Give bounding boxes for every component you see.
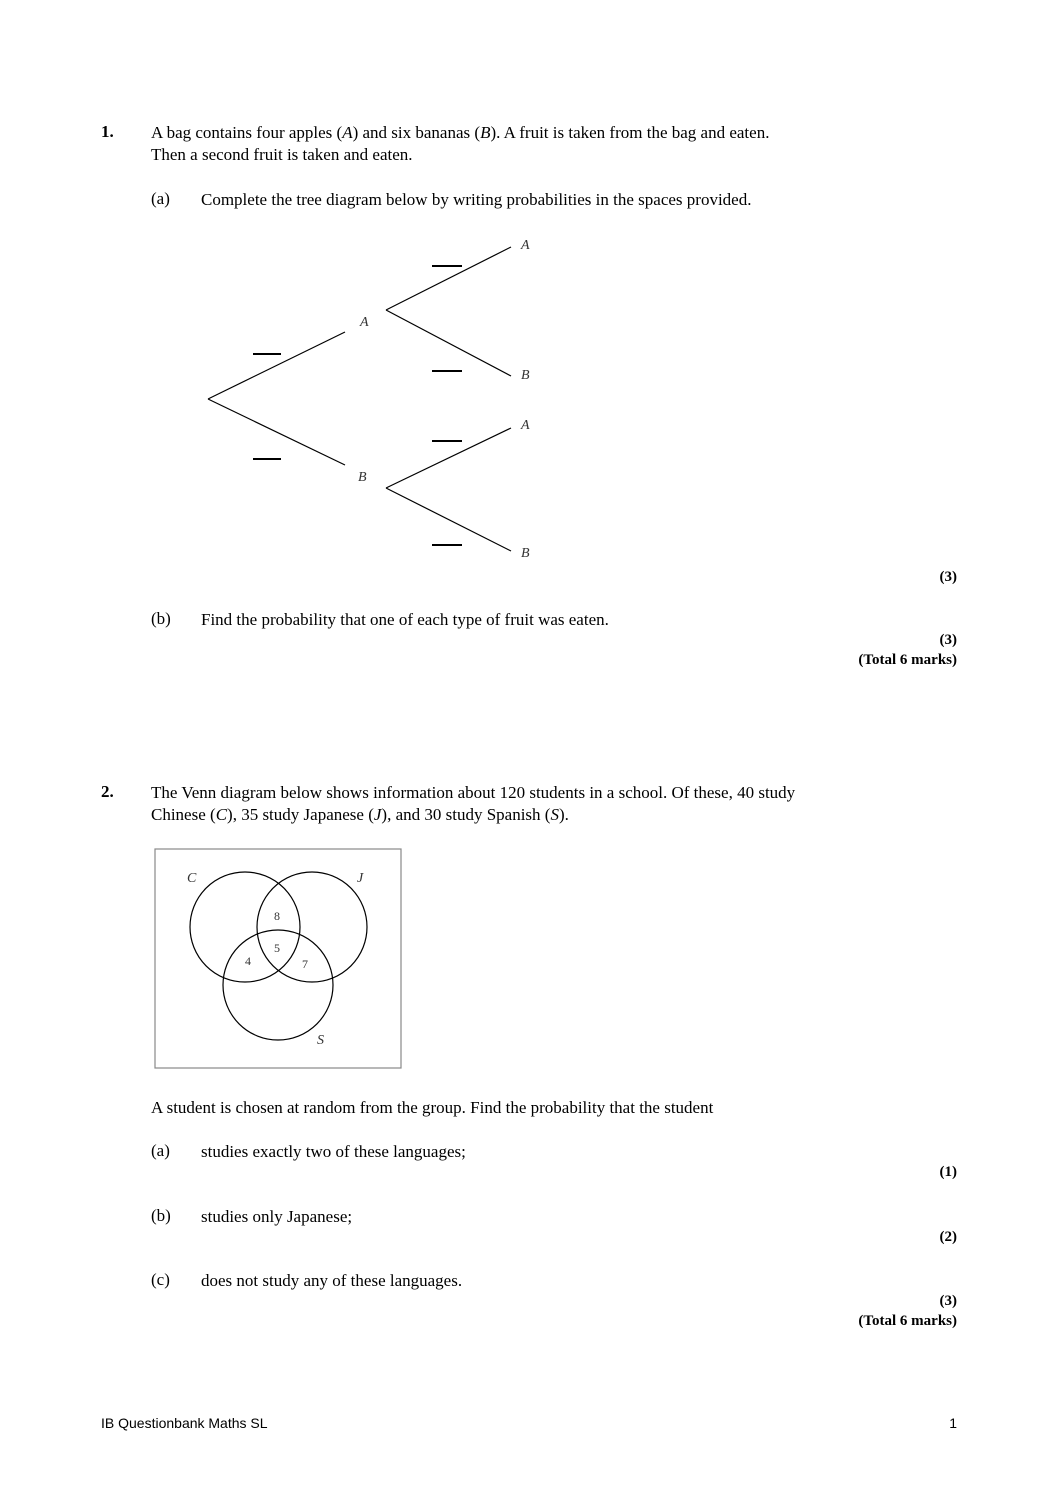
venn-value-cj: 8: [274, 909, 280, 923]
q2-part-c-label: (c): [151, 1270, 170, 1289]
q1-part-b-marks: (3): [939, 632, 957, 648]
footer-title: IB Questionbank Maths SL: [101, 1415, 268, 1431]
question-2-stem: [151, 782, 951, 826]
question-1-number: 1.: [101, 122, 114, 141]
venn-label-s: S: [317, 1033, 324, 1048]
leaf-label-aa: A: [521, 238, 530, 253]
leaf-label-ab: B: [521, 368, 530, 383]
q1-total-marks: (Total 6 marks): [858, 652, 957, 668]
q2-part-a-label: (a): [151, 1141, 170, 1160]
node-label-a: A: [360, 315, 369, 330]
venn-label-j: J: [357, 871, 364, 886]
branch-b-to-a: [386, 428, 511, 488]
q1-part-a-text: Complete the tree diagram below by writing probabilities in the spaces provided.: [201, 190, 752, 209]
q2-part-b-text: studies only Japanese;: [201, 1207, 353, 1226]
tree-diagram: [0, 0, 1058, 600]
question-2-line-2: Chinese (C), 35 study Japanese (J), and 30 study Spanish (S).: [151, 805, 569, 824]
q1-part-b-label: (b): [151, 609, 171, 628]
branch-a-to-b: [386, 310, 511, 376]
q2-part-b-marks: (2): [939, 1229, 957, 1245]
q2-total-marks: (Total 6 marks): [858, 1313, 957, 1329]
q2-part-c-marks: (3): [939, 1293, 957, 1309]
branch-root-to-b: [208, 399, 345, 465]
q2-part-a-text: studies exactly two of these languages;: [201, 1142, 466, 1161]
venn-value-js: 7: [302, 957, 308, 971]
venn-diagram: [154, 848, 404, 1071]
q1-part-b-text: Find the probability that one of each type of fruit was eaten.: [201, 610, 609, 629]
page-number: 1: [949, 1415, 957, 1431]
question-1-line-1: A bag contains four apples (A) and six bananas (B). A fruit is taken from the bag and eaten.: [151, 123, 770, 142]
q2-part-c-text: does not study any of these languages.: [201, 1271, 463, 1290]
q2-part-a-marks: (1): [939, 1164, 957, 1180]
question-1-line-2: Then a second fruit is taken and eaten.: [151, 145, 413, 164]
branch-a-to-a: [386, 247, 511, 310]
leaf-label-bb: B: [521, 546, 530, 561]
venn-label-c: C: [187, 871, 197, 886]
q2-intro: A student is chosen at random from the group. Find the probability that the student: [151, 1098, 714, 1117]
node-label-b: B: [358, 470, 367, 485]
branch-root-to-a: [208, 332, 345, 399]
branch-b-to-b: [386, 488, 511, 551]
question-2-number: 2.: [101, 782, 114, 801]
venn-value-cs: 4: [245, 954, 251, 968]
q1-part-a-label: (a): [151, 189, 170, 208]
venn-value-cjs: 5: [274, 941, 280, 955]
q2-part-b-label: (b): [151, 1206, 171, 1225]
q1-part-a-marks: (3): [939, 569, 957, 585]
question-2-line-1: The Venn diagram below shows information about 120 students in a school. Of these, 40 study: [151, 783, 796, 802]
leaf-label-ba: A: [521, 418, 530, 433]
